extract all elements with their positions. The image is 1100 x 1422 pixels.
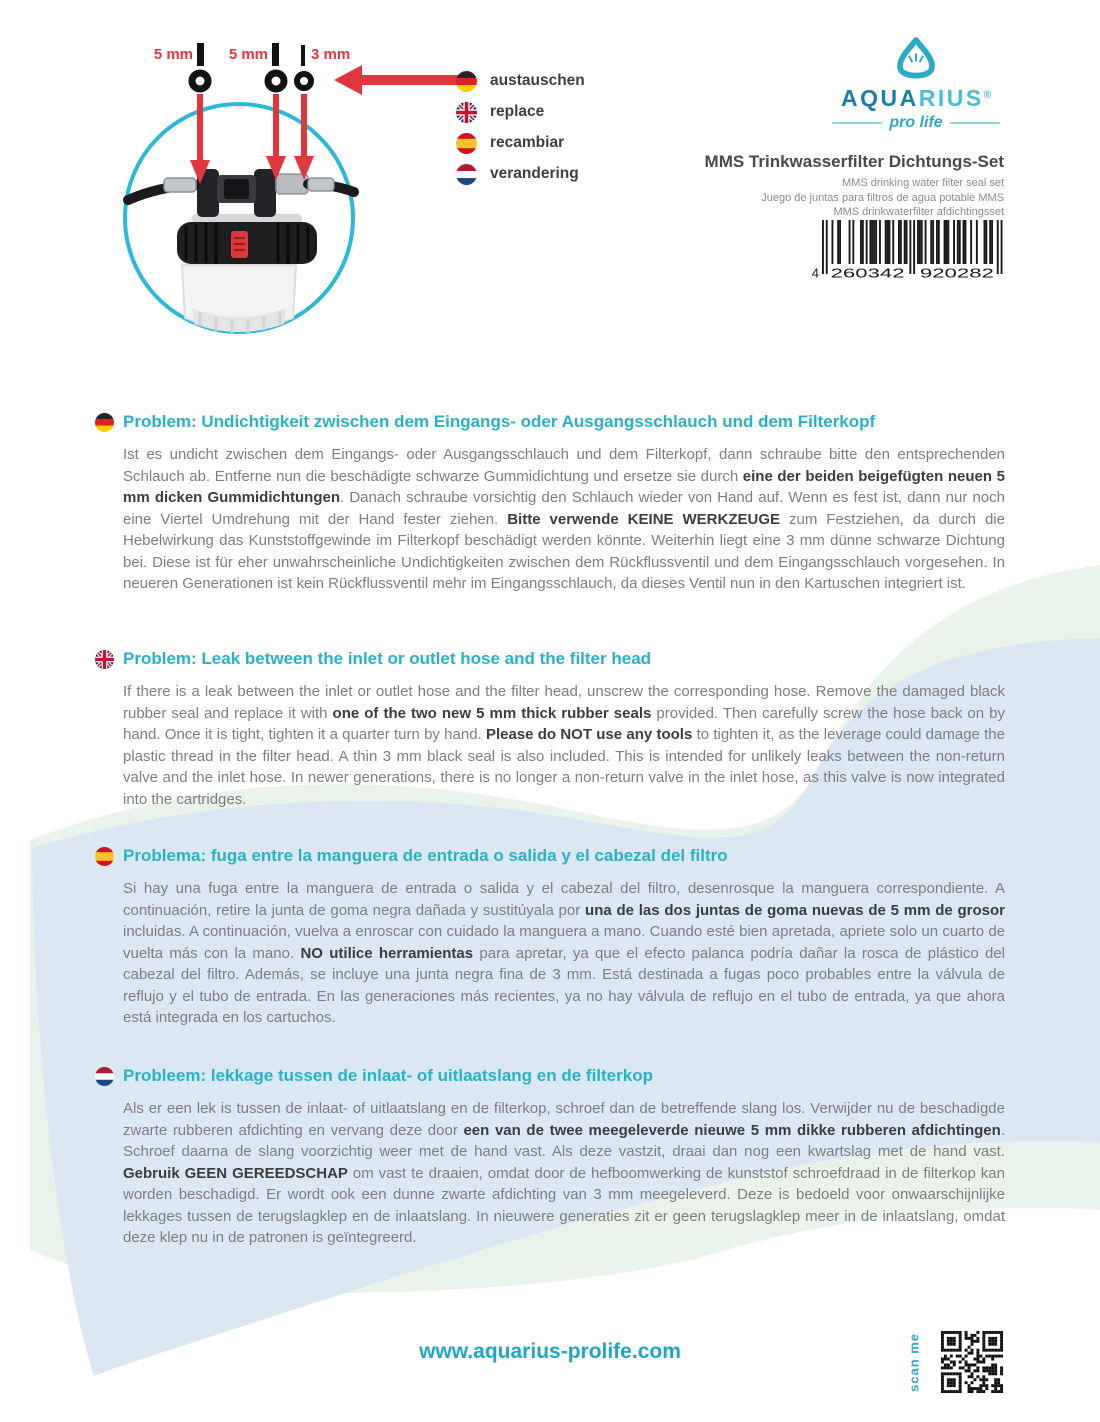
legend-label: austauschen — [490, 72, 585, 89]
qr-code — [938, 1328, 1006, 1396]
registered-mark: ® — [983, 89, 992, 101]
legend-label: replace — [490, 103, 545, 120]
section-body: If there is a leak between the inlet or outlet hose and the filter head, unscrew the corresponding hose. Remove the damaged black rubber seal and replace it with one of the two new 5 mm thick rubber seals provided. Then carefully screw the hose back on by hand. Once it is tight, tighten it a quarter turn by hand. Please do NOT use any tools to tighten it, as the leverage could damage the plastic thread in the filter head. A thin 3 mm black seal is also included. This is intended for unlikely leaks between the non-return valve and the inlet hose. In newer generations, there is no longer a non-return valve in the inlet hose, as this valve is now integrated into the cartridges. — [123, 683, 1005, 808]
svg-text:4: 4 — [811, 265, 819, 280]
section-heading: Problem: Undichtigkeit zwischen dem Eingangs- oder Ausgangsschlauch und dem Filterkopf — [123, 412, 876, 431]
ean-barcode — [806, 220, 1006, 280]
flag-nl-icon — [456, 164, 477, 185]
seal-label-3: 3 mm — [311, 46, 351, 63]
seal-size-labels — [154, 46, 350, 63]
section-heading: Problema: fuga entre la manguera de entrada o salida y el cabezal del filtro — [123, 846, 728, 865]
section-heading: Problem: Leak between the inlet or outlet hose and the filter head — [123, 649, 652, 668]
flag-nl-icon — [95, 1067, 114, 1086]
product-subtitle: MMS drinkwaterfilter afdichtingsset — [833, 206, 1004, 218]
scan-me-label: scan me — [906, 1332, 922, 1392]
seal-label-2: 5 mm — [228, 46, 268, 63]
flag-es-icon — [456, 133, 477, 154]
flag-de-icon — [456, 71, 477, 92]
o-ring-icon — [297, 74, 311, 88]
o-ring-icon — [268, 73, 284, 89]
flag-uk-icon — [456, 102, 477, 123]
product-title-block — [584, 152, 1004, 220]
tagline-rule — [950, 122, 1000, 124]
legend-item-es — [456, 132, 585, 154]
flag-de-icon — [95, 413, 114, 432]
product-subtitle: MMS drinking water filter seal set — [842, 177, 1004, 189]
language-legend — [456, 70, 585, 194]
product-subtitle: Juego de juntas para filtros de agua potable MMS — [761, 191, 1004, 204]
o-ring-icon — [192, 73, 208, 89]
section-body: Si hay una fuga entre la manguera de entrada o salida y el cabezal del filtro, desenrosque la manguera correspondiente. A continuación, retire la junta de goma negra dañada y sustitúyala por una de las dos juntas de goma nuevas de 5 mm de grosor incluidas. A continuación, vuelva a enroscar con cuidado la manguera a mano. Cuando esté bien apretada, apriete solo un cuarto de vuelta más con la mano. NO utilice herramientas para apretar, ya que el efecto palanca podría dañar la rosca de plástico del cabezal del filtro. Además, se incluye una junta negra fina de 3 mm. Está destinada a fugas poco probables entre la válvula de reflujo y el tubo de entrada. En las generaciones más recientes, ya no hay válvula de reflujo en el tubo de entrada, ya que ahora está integrada en los cartuchos. — [123, 880, 1005, 1026]
brand-logo — [830, 36, 1002, 132]
thickness-bar-icon — [197, 43, 204, 66]
section-problem-nl — [95, 1066, 1005, 1249]
svg-text:920282: 920282 — [919, 265, 994, 280]
svg-text:260342: 260342 — [830, 265, 905, 280]
flag-es-icon — [95, 847, 114, 866]
legend-label: verandering — [490, 165, 579, 182]
legend-label: recambiar — [490, 134, 565, 151]
thickness-bar-icon — [272, 43, 279, 66]
section-body: Als er een lek is tussen de inlaat- of uitlaatslang en de filterkop, schroef dan de betreffende slang los. Verwijder nu de beschadigde zwarte rubberen afdichting en vervang deze door een van de twee meegeleverde nieuwe 5 mm dikke rubberen afdichtingen. Schroef daarna de slang voorzichtig weer met de hand vast. Als deze vastzit, draai dan nog een kwartslag met de hand vast. Gebruik GEEN GEREEDSCHAP om vast te draaien, omdat door de hefboomwerking de kunststof schroefdraad in de filterkop kan worden beschadigd. Er wordt ook een dunne zwarte afdichting van 3 mm meegeleverd. Deze is bedoeld voor onwaarschijnlijke lekkages tussen de terugslagklep en de inlaatslang. In nieuwere generaties zit er geen terugslagklep meer in de inlaatslang, omdat deze klep nu in de patronen is geïntegreerd. — [123, 1100, 1005, 1246]
section-problem-es — [95, 846, 1005, 1029]
flag-uk-icon — [95, 650, 114, 669]
footer-url-link[interactable]: www.aquarius-prolife.com — [419, 1340, 681, 1363]
legend-item-de — [456, 70, 585, 92]
section-problem-de — [95, 412, 1005, 595]
footer — [0, 1340, 1100, 1364]
legend-item-en — [456, 101, 585, 123]
legend-item-nl — [456, 163, 585, 185]
section-heading: Probleem: lekkage tussen de inlaat- of uitlaatslang en de filterkop — [123, 1066, 653, 1085]
thickness-bar-icon — [301, 45, 305, 66]
product-title: MMS Trinkwasserfilter Dichtungs-Set — [704, 152, 1004, 171]
brand-wordmark: AQUARIUS® — [840, 85, 992, 111]
filter-head-illustration — [128, 169, 354, 333]
down-arrow-icon — [294, 94, 314, 180]
left-arrow-icon — [334, 65, 460, 95]
section-problem-en — [95, 649, 1005, 810]
droplet-icon — [890, 36, 942, 82]
product-subtitles — [584, 176, 1004, 220]
brand-tagline: pro life — [830, 114, 1002, 132]
section-body: Ist es undicht zwischen dem Eingangs- oder Ausgangsschlauch und dem Filterkopf, dann schraube bitte den entsprechenden Schlauch ab. Entferne nun die beschädigte schwarze Gummidichtung und ersetze sie durch eine der beiden beigefügten neuen 5 mm dicken Gummidichtungen. Danach schraube vorsichtig den Schlauch wieder von Hand auf. Wenn es fest ist, dann nur noch eine Viertel Umdrehung mit der Hand fester ziehen. Bitte verwende KEINE WERKZEUGE zum Festziehen, da durch die Hebelwirkung das Kunststoffgewinde im Filterkopf beschädigt werden könnte. Weiterhin liegt eine 3 mm dünne schwarze Dichtung bei. Diese ist für eher unwahrscheinliche Undichtigkeiten zwischen dem Rückflussventil und dem Eingangsschlauch vorgesehen. In neueren Generationen ist kein Rückflussventil mehr im Eingangsschlauch, da dieses Ventil nun in den Kartuschen integriert ist. — [123, 446, 1005, 592]
tagline-rule — [832, 122, 882, 124]
seal-label-1: 5 mm — [153, 46, 193, 63]
